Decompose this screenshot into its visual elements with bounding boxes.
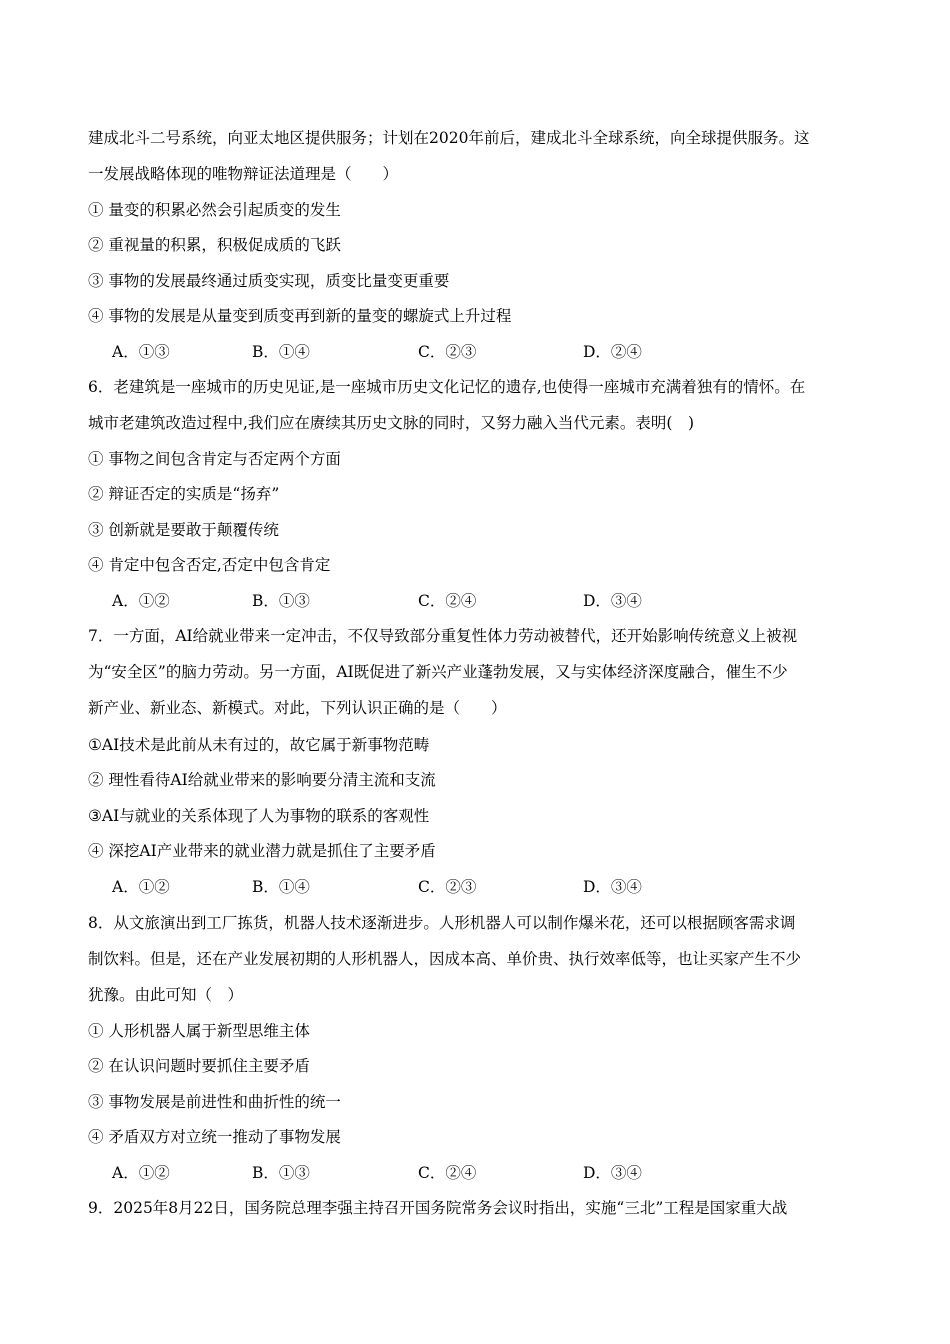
q8-option-a[interactable]: A．①② xyxy=(112,1164,170,1182)
q5-option-d[interactable]: D．②④ xyxy=(583,343,642,361)
q6-option-d[interactable]: D．③④ xyxy=(583,592,642,610)
q8-statement-1: ① 人形机器人属于新型思维主体 xyxy=(88,1022,310,1040)
q6-statement-3: ③ 创新就是要敢于颠覆传统 xyxy=(88,521,279,539)
q7-option-a[interactable]: A．①② xyxy=(112,878,170,896)
q8-options xyxy=(112,1163,732,1183)
q7-option-d[interactable]: D．③④ xyxy=(583,878,642,896)
q9-stem-line-1: 9．2025年8月22日，国务院总理李强主持召开国务院常务会议时指出，实施“三北”工程是国家重大战 xyxy=(88,1199,788,1217)
q5-option-a[interactable]: A．①③ xyxy=(112,343,170,361)
q7-statement-4: ④ 深挖AI产业带来的就业潜力就是抓住了主要矛盾 xyxy=(88,842,436,860)
q6-statement-2: ② 辩证否定的实质是“扬弃” xyxy=(88,485,280,503)
q5-statement-2: ② 重视量的积累，积极促成质的飞跃 xyxy=(88,236,341,254)
q7-stem-line-3: 新产业、新业态、新模式。对此，下列认识正确的是（ ） xyxy=(88,699,507,717)
q5-stem-line-2: 一发展战略体现的唯物辩证法道理是（ ） xyxy=(88,165,399,183)
q5-option-c[interactable]: C．②③ xyxy=(418,343,477,361)
q8-option-b[interactable]: B．①③ xyxy=(252,1164,310,1182)
q8-stem-line-3: 犹豫。由此可知（ ） xyxy=(88,986,244,1004)
q8-statement-3: ③ 事物发展是前进性和曲折性的统一 xyxy=(88,1093,341,1111)
q6-option-b[interactable]: B．①③ xyxy=(252,592,310,610)
q6-statement-1: ① 事物之间包含肯定与否定两个方面 xyxy=(88,450,341,468)
q8-statement-4: ④ 矛盾双方对立统一推动了事物发展 xyxy=(88,1128,341,1146)
q7-option-b[interactable]: B．①④ xyxy=(252,878,310,896)
q7-option-c[interactable]: C．②③ xyxy=(418,878,477,896)
q8-stem-line-2: 制饮料。但是，还在产业发展初期的人形机器人，因成本高、单价贵、执行效率低等，也让买家产生不少 xyxy=(88,950,802,968)
q6-stem-line-2: 城市老建筑改造过程中,我们应在赓续其历史文脉的同时，又努力融入当代元素。表明( ) xyxy=(88,414,695,432)
q5-statement-4: ④ 事物的发展是从量变到质变再到新的量变的螺旋式上升过程 xyxy=(88,307,512,325)
q5-options xyxy=(112,342,732,362)
q6-stem-line-1: 6．老建筑是一座城市的历史见证,是一座城市历史文化记忆的遗存,也使得一座城市充满着独有的情怀。在 xyxy=(88,378,806,396)
q7-statement-3: ③AI与就业的关系体现了人为事物的联系的客观性 xyxy=(88,807,430,825)
q8-statement-2: ② 在认识问题时要抓住主要矛盾 xyxy=(88,1057,310,1075)
q6-option-c[interactable]: C．②④ xyxy=(418,592,477,610)
q5-option-b[interactable]: B．①④ xyxy=(252,343,310,361)
q7-stem-line-1: 7．一方面，AI给就业带来一定冲击，不仅导致部分重复性体力劳动被替代，还开始影响传统意义上被视 xyxy=(88,627,798,645)
q5-stem-line-1: 建成北斗二号系统，向亚太地区提供服务；计划在2020年前后，建成北斗全球系统，向全球提供服务。这 xyxy=(88,129,810,147)
q8-stem-line-1: 8．从文旅演出到工厂拣货，机器人技术逐渐进步。人形机器人可以制作爆米花，还可以根据顾客需求调 xyxy=(88,914,796,932)
q5-statement-3: ③ 事物的发展最终通过质变实现，质变比量变更重要 xyxy=(88,272,450,290)
q8-option-c[interactable]: C．②④ xyxy=(418,1164,477,1182)
q7-options xyxy=(112,877,732,897)
q6-option-a[interactable]: A．①② xyxy=(112,592,170,610)
q6-statement-4: ④ 肯定中包含否定,否定中包含肯定 xyxy=(88,556,331,574)
q7-statement-2: ② 理性看待AI给就业带来的影响要分清主流和支流 xyxy=(88,771,436,789)
q8-option-d[interactable]: D．③④ xyxy=(583,1164,642,1182)
q5-statement-1: ① 量变的积累必然会引起质变的发生 xyxy=(88,201,341,219)
q7-statement-1: ①AI技术是此前从未有过的，故它属于新事物范畴 xyxy=(88,736,430,754)
q6-options xyxy=(112,591,732,611)
q7-stem-line-2: 为“安全区”的脑力劳动。另一方面，AI既促进了新兴产业蓬勃发展，又与实体经济深度融合，催生不少 xyxy=(88,663,788,681)
